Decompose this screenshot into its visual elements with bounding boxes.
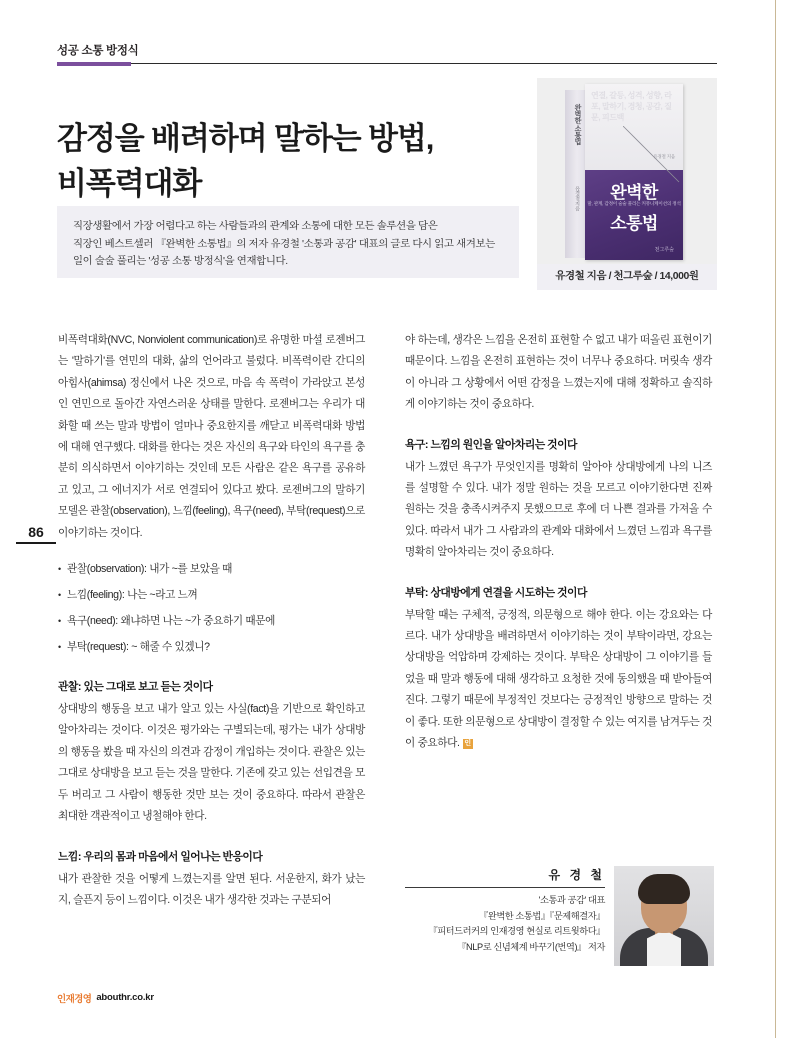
publisher-url: abouthr.co.kr	[96, 992, 154, 1004]
headline-line-1: 감정을 배려하며 말하는 방법,	[57, 120, 434, 156]
book-figure	[537, 78, 717, 290]
book-caption: 유경철 지음 / 천그루숲 / 14,000원	[537, 264, 717, 290]
list-item: • 느낌(feeling): 나는 ~라고 느껴	[58, 582, 365, 608]
section-body-need: 내가 느꼈던 욕구가 무엇인지를 명확히 알아야 상대방에게 나의 니즈를 설명할 수 있다. 내가 정말 원하는 것을 모르고 이야기한다면 진짜 원하는 것을 충족시켜주지 못했으므로 후에 더 나쁜 결과를 가져올 수 있다. 따라서 내가 그 사람과의 관계와 대화에서 느꼈던 느낌과 욕구를 명확히 알아차리는 것이 중요하다.	[405, 460, 712, 559]
book-cover-photo	[537, 78, 717, 264]
book-spine-author: 유경철 지음	[574, 186, 580, 211]
paragraph-feeling-continued: 야 하는데, 생각은 느낌을 온전히 표현할 수 없고 내가 떠올린 표현이기 때문이다. 느낌을 온전히 표현하는 것이 너무나 중요하다. 머릿속 생각이 아니라 그 상황에서 어떤 감정을 느꼈는지에 대해 정확하고 솔직하게 이야기하는 것이 중요하다.	[405, 334, 712, 411]
section-heading-need: 욕구: 느낌의 원인을 알아차리는 것이다	[405, 438, 577, 451]
body-column-left	[58, 330, 365, 911]
book-3d-mockup	[565, 84, 683, 260]
lead-line-2: 직장인 베스트셀러 『완벽한 소통법』의 저자 유경철 '소통과 공감' 대표의 글로 다시 읽고 새겨보는	[73, 238, 495, 250]
author-bio	[405, 866, 717, 971]
right-edge-rule	[775, 0, 776, 1038]
list-item: • 욕구(need): 왜냐하면 나는 ~가 중요하기 때문에	[58, 608, 365, 634]
book-front-cover	[585, 84, 683, 260]
author-name: 유 경 철	[548, 868, 605, 882]
kicker-rule-accent	[57, 62, 131, 66]
book-cover-title-main2: 소통법	[610, 214, 658, 233]
kicker-rules	[57, 62, 717, 66]
section-body-observation: 상대방의 행동을 보고 내가 알고 있는 사실(fact)을 기반으로 확인하고 알아차리는 것이다. 이것은 평가와는 구별되는데, 평가는 내가 상대방의 행동을 봤을 때 자신의 의견과 감정이 개입하는 것이다. 관찰은 있는 그대로 상대방을 보고 듣는 것을 말한다. 기존에 갖고 있는 선입견을 모두 버리고 그 사람이 행동한 것만 보는 것이 중요하다. 따라서 관찰은 최대한 객관적이고 냉철해야 한다.	[58, 703, 365, 823]
bio-line: 『피터드러커의 인재경영 현실로 리트윗하다』	[428, 926, 605, 936]
book-cover-author: 유경철 지음	[653, 154, 675, 159]
lead-line-3: 일이 술술 풀리는 '성공 소통 방정식'을 연재합니다.	[73, 256, 288, 267]
kicker-rule-thin	[57, 63, 717, 64]
list-item: • 관찰(observation): 내가 ~를 보았을 때	[58, 556, 365, 582]
section-heading-observation: 관찰: 있는 그대로 보고 듣는 것이다	[58, 681, 213, 694]
book-cover-keywords: 연결, 갈등, 성격, 성향, 라포, 말하기, 경청, 공감, 질문, 피드백	[591, 91, 672, 122]
lead-line-1: 직장생활에서 가장 어렵다고 하는 사람들과의 관계와 소통에 대한 모든 솔루션을 담은	[73, 221, 438, 232]
headline-line-2: 비폭력대화	[57, 165, 202, 201]
end-mark-icon: 인	[464, 740, 471, 748]
section-heading-request: 부탁: 상대방에게 연결을 시도하는 것이다	[405, 586, 587, 599]
folio-rule	[16, 542, 56, 544]
lead-summary-box	[57, 206, 519, 278]
book-spine-title: 완벽한 소통법	[574, 104, 581, 145]
folio	[16, 524, 56, 544]
footer	[57, 989, 154, 1007]
section-heading-feeling: 느낌: 우리의 몸과 마음에서 일어나는 반응이다	[58, 850, 263, 863]
running-head	[57, 44, 717, 66]
book-cover-subtitle: 말, 관계, 감정이 술술 풀리는 커뮤니케이션의 정석	[587, 201, 681, 206]
book-cover-title-main: 완벽한	[610, 183, 658, 202]
body-column-right	[405, 330, 712, 755]
section-body-feeling: 내가 관찰한 것을 어떻게 느꼈는지를 알면 된다. 서운한지, 화가 났는지, 슬픈지 등이 느낌이다. 이것은 내가 생각한 것과는 구분되어	[58, 872, 365, 906]
author-photo-hair	[638, 874, 690, 904]
book-spine	[565, 90, 585, 258]
publisher-logo: 인재경영	[57, 993, 92, 1005]
list-item: • 부탁(request): ~ 해줄 수 있겠니?	[58, 634, 365, 660]
book-cover-publisher: 천그루숲	[654, 247, 674, 253]
bio-divider	[405, 887, 605, 888]
bio-credentials	[405, 893, 605, 955]
section-body-request-text: 부탁할 때는 구체적, 긍정적, 의문형으로 해야 한다. 이는 강요와는 다르다. 내가 상대방을 배려하면서 이야기하는 것이 부탁이라면, 강요는 상대방을 억압하며 강제하는 것이다. 부탁은 상대방이 그 이야기를 들었을 때 말과 행동에 대해 생각하고 요청한 것에 동의했을 때 받아들여진다. 그렇기 때문에 부정적인 것보다는 긍정적인 방향으로 말하는 것이 좋다. 또한 의문형으로 상대방이 결정할 수 있는 여지를 남겨두는 것이 중요하다.	[405, 608, 712, 750]
nvc-model-list	[58, 556, 365, 660]
author-photo	[614, 866, 714, 966]
page-number: 86	[28, 524, 44, 540]
paragraph-intro: 비폭력대화(NVC, Nonviolent communication)로 유명한 마셜 로젠버그는 '말하기'를 연민의 대화, 삶의 언어라고 불렀다. 비폭력이란 간디의 아힘사(ahimsa) 정신에서 나온 것으로, 마음 속 폭력이 가라앉고 본성인 연민으로 돌아간 자연스러운 상태를 말한다. 로젠버그는 우리가 대화할 때 쓰는 말과 방법이 얼마나 중요한지를 깨닫고 비폭력대화 방법에 대해 연구했다. 대화를 한다는 것은 자신의 욕구와 타인의 욕구를 충분히 의식하면서 이야기하는 것인데 모든 사람은 같은 욕구를 공유하고 있고, 그 에너지가 서로 연결되어 있다고 봤다. 로젠버그의 말하기 모델은 관찰(observation), 느낌(feeling), 욕구(need), 부탁(request)으로 이야기하는 것이다.	[58, 334, 365, 539]
bio-line: '소통과 공감' 대표	[538, 895, 605, 905]
section-body-request	[405, 605, 712, 755]
page-title	[57, 116, 527, 206]
kicker-label: 성공 소통 방정식	[57, 45, 139, 57]
bio-line: 『NLP로 신념체계 바꾸기(번역)』 저자	[457, 941, 605, 952]
bio-line: 『완벽한 소통법』『문제해결자』	[479, 910, 605, 921]
